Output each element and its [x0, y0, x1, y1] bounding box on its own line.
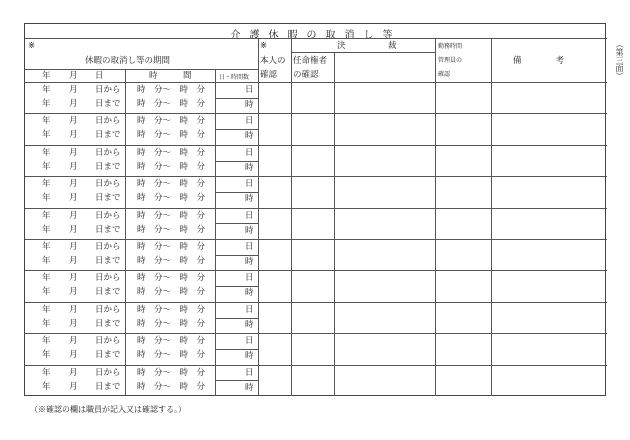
row-unit-day: 日: [245, 242, 254, 252]
row-unit-day: 日: [245, 273, 254, 284]
row-month-from: 月: [69, 179, 78, 190]
row-time-to: 時 分～ 時 分: [137, 161, 206, 172]
row-unit-hour: 時: [245, 225, 254, 236]
row-year-from: 年: [42, 85, 51, 95]
col-year: 年: [42, 71, 51, 81]
row-year-to: 年: [42, 161, 51, 172]
period-title: 休暇の取消し等の期間: [85, 56, 171, 66]
col-day: 日: [95, 71, 104, 81]
row-time-to: 時 分～ 時 分: [137, 287, 206, 298]
page-side-label: [612, 40, 626, 83]
row-unit-hour: 時: [245, 100, 254, 110]
row-day-from: 日から: [95, 242, 121, 252]
row-year-to: 年: [42, 318, 51, 329]
row-day-to: 日まで: [95, 381, 121, 392]
row-year-to: 年: [42, 350, 51, 361]
row-year-to: 年: [42, 256, 51, 266]
row-time-to: 時 分～ 時 分: [137, 350, 206, 361]
row-time-to: 時 分～ 時 分: [137, 256, 206, 266]
row-unit-day: 日: [245, 116, 254, 127]
unit-divider: [215, 98, 258, 99]
row-unit-day: 日: [245, 367, 254, 378]
row-divider: [25, 176, 607, 177]
row-time-from: 時 分～ 時 分: [137, 242, 206, 252]
unit-divider: [215, 318, 258, 319]
row-day-from: 日から: [95, 85, 121, 95]
col-divider-time: [215, 69, 216, 396]
decision-header: 決 裁: [337, 41, 397, 51]
unit-divider: [215, 380, 258, 381]
period-divider: [25, 69, 258, 70]
col-divider-manager: [491, 38, 492, 396]
col-divider-days: [258, 38, 259, 396]
row-unit-day: 日: [245, 336, 254, 347]
row-day-from: 日から: [95, 116, 121, 127]
manager-confirm-3: 確認: [438, 71, 451, 78]
row-unit-hour: 時: [245, 162, 254, 173]
row-month-from: 月: [69, 336, 78, 347]
row-year-to: 年: [42, 287, 51, 298]
col-divider-date: [125, 69, 126, 396]
leave-cancellation-table: [24, 23, 606, 396]
row-divider: [25, 270, 607, 271]
row-day-to: 日まで: [95, 287, 121, 298]
row-month-to: 月: [69, 99, 78, 109]
row-year-from: 年: [42, 336, 51, 347]
row-day-from: 日から: [95, 273, 121, 284]
row-month-from: 月: [69, 210, 78, 221]
row-time-to: 時 分～ 時 分: [137, 130, 206, 141]
row-unit-day: 日: [245, 179, 254, 190]
row-month-from: 月: [69, 85, 78, 95]
manager-confirm-1: 勤務時間: [438, 43, 463, 50]
row-time-to: 時 分～ 時 分: [137, 224, 206, 235]
row-divider: [25, 365, 607, 366]
row-day-to: 日まで: [95, 350, 121, 361]
row-year-from: 年: [42, 242, 51, 252]
row-year-from: 年: [42, 210, 51, 221]
row-year-from: 年: [42, 273, 51, 284]
row-month-from: 月: [69, 273, 78, 284]
row-unit-day: 日: [245, 210, 254, 221]
unit-divider: [215, 223, 258, 224]
mark-self: ※: [260, 41, 268, 51]
row-year-from: 年: [42, 304, 51, 315]
row-time-to: 時 分～ 時 分: [137, 99, 206, 109]
row-day-to: 日まで: [95, 130, 121, 141]
row-year-from: 年: [42, 116, 51, 127]
title-divider: [25, 38, 607, 39]
row-month-from: 月: [69, 147, 78, 158]
row-day-from: 日から: [95, 179, 121, 190]
row-time-from: 時 分～ 時 分: [137, 85, 206, 95]
row-unit-hour: 時: [245, 194, 254, 205]
row-unit-hour: 時: [245, 319, 254, 330]
row-year-from: 年: [42, 179, 51, 190]
row-month-to: 月: [69, 130, 78, 141]
row-time-from: 時 分～ 時 分: [137, 273, 206, 284]
row-divider: [25, 113, 607, 114]
row-day-to: 日まで: [95, 193, 121, 204]
row-time-to: 時 分～ 時 分: [137, 381, 206, 392]
row-time-from: 時 分～ 時 分: [137, 336, 206, 347]
row-year-to: 年: [42, 130, 51, 141]
row-month-to: 月: [69, 350, 78, 361]
row-divider: [25, 302, 607, 303]
row-unit-day: 日: [245, 147, 254, 158]
row-time-from: 時 分～ 時 分: [137, 116, 206, 127]
col-month: 月: [69, 71, 78, 81]
row-day-from: 日から: [95, 210, 121, 221]
remarks-header: 備 考: [513, 56, 565, 66]
row-month-to: 月: [69, 224, 78, 235]
row-month-to: 月: [69, 193, 78, 204]
row-unit-hour: 時: [245, 131, 254, 142]
footnote: （※確認の欄は職員が記入又は確認する。）: [30, 405, 186, 414]
unit-divider: [215, 161, 258, 162]
row-unit-day: 日: [245, 85, 254, 95]
col-time: 時 間: [149, 71, 192, 81]
col-days-hours: 日・時間数: [219, 74, 250, 81]
self-confirm-2: 確認: [260, 70, 278, 80]
row-month-to: 月: [69, 287, 78, 298]
unit-divider: [215, 129, 258, 130]
unit-divider: [215, 349, 258, 350]
row-year-to: 年: [42, 99, 51, 109]
row-unit-hour: 時: [245, 288, 254, 299]
row-month-to: 月: [69, 256, 78, 266]
row-year-from: 年: [42, 367, 51, 378]
row-month-from: 月: [69, 367, 78, 378]
authority-confirm-2: の確認: [293, 70, 319, 80]
col-divider-self: [291, 38, 292, 396]
row-divider: [25, 208, 607, 209]
page-side-label-text: （第三面）: [615, 40, 624, 80]
row-month-to: 月: [69, 318, 78, 329]
row-month-from: 月: [69, 116, 78, 127]
row-month-to: 月: [69, 381, 78, 392]
row-day-to: 日まで: [95, 224, 121, 235]
row-unit-day: 日: [245, 304, 254, 315]
row-month-to: 月: [69, 161, 78, 172]
mark-left: ※: [28, 41, 36, 51]
unit-divider: [215, 192, 258, 193]
row-unit-hour: 時: [245, 257, 254, 267]
row-year-to: 年: [42, 381, 51, 392]
row-day-from: 日から: [95, 147, 121, 158]
row-unit-hour: 時: [245, 382, 254, 393]
unit-divider: [215, 255, 258, 256]
row-time-from: 時 分～ 時 分: [137, 147, 206, 158]
row-day-to: 日まで: [95, 99, 121, 109]
row-divider: [25, 145, 607, 146]
row-divider: [25, 333, 607, 334]
row-day-from: 日から: [95, 304, 121, 315]
row-time-from: 時 分～ 時 分: [137, 367, 206, 378]
row-day-to: 日まで: [95, 318, 121, 329]
row-month-from: 月: [69, 304, 78, 315]
row-divider: [25, 239, 607, 240]
row-month-from: 月: [69, 242, 78, 252]
decision-divider: [291, 52, 435, 53]
row-day-from: 日から: [95, 367, 121, 378]
row-time-from: 時 分～ 時 分: [137, 304, 206, 315]
row-time-from: 時 分～ 時 分: [137, 179, 206, 190]
col-divider-decision: [435, 38, 436, 396]
manager-confirm-2: 管理員の: [438, 57, 463, 64]
unit-divider: [215, 286, 258, 287]
authority-confirm-1: 任命権者: [293, 56, 328, 66]
row-day-to: 日まで: [95, 256, 121, 266]
row-year-to: 年: [42, 224, 51, 235]
row-year-from: 年: [42, 147, 51, 158]
col-divider-authority: [334, 52, 335, 396]
row-time-to: 時 分～ 時 分: [137, 318, 206, 329]
row-time-to: 時 分～ 時 分: [137, 193, 206, 204]
row-time-from: 時 分～ 時 分: [137, 210, 206, 221]
form-title: 介護休暇の取消し等: [230, 30, 402, 41]
self-confirm-1: 本人の: [260, 56, 286, 66]
row-year-to: 年: [42, 193, 51, 204]
header-bottom: [25, 82, 607, 83]
row-day-to: 日まで: [95, 161, 121, 172]
row-day-from: 日から: [95, 336, 121, 347]
row-unit-hour: 時: [245, 351, 254, 362]
